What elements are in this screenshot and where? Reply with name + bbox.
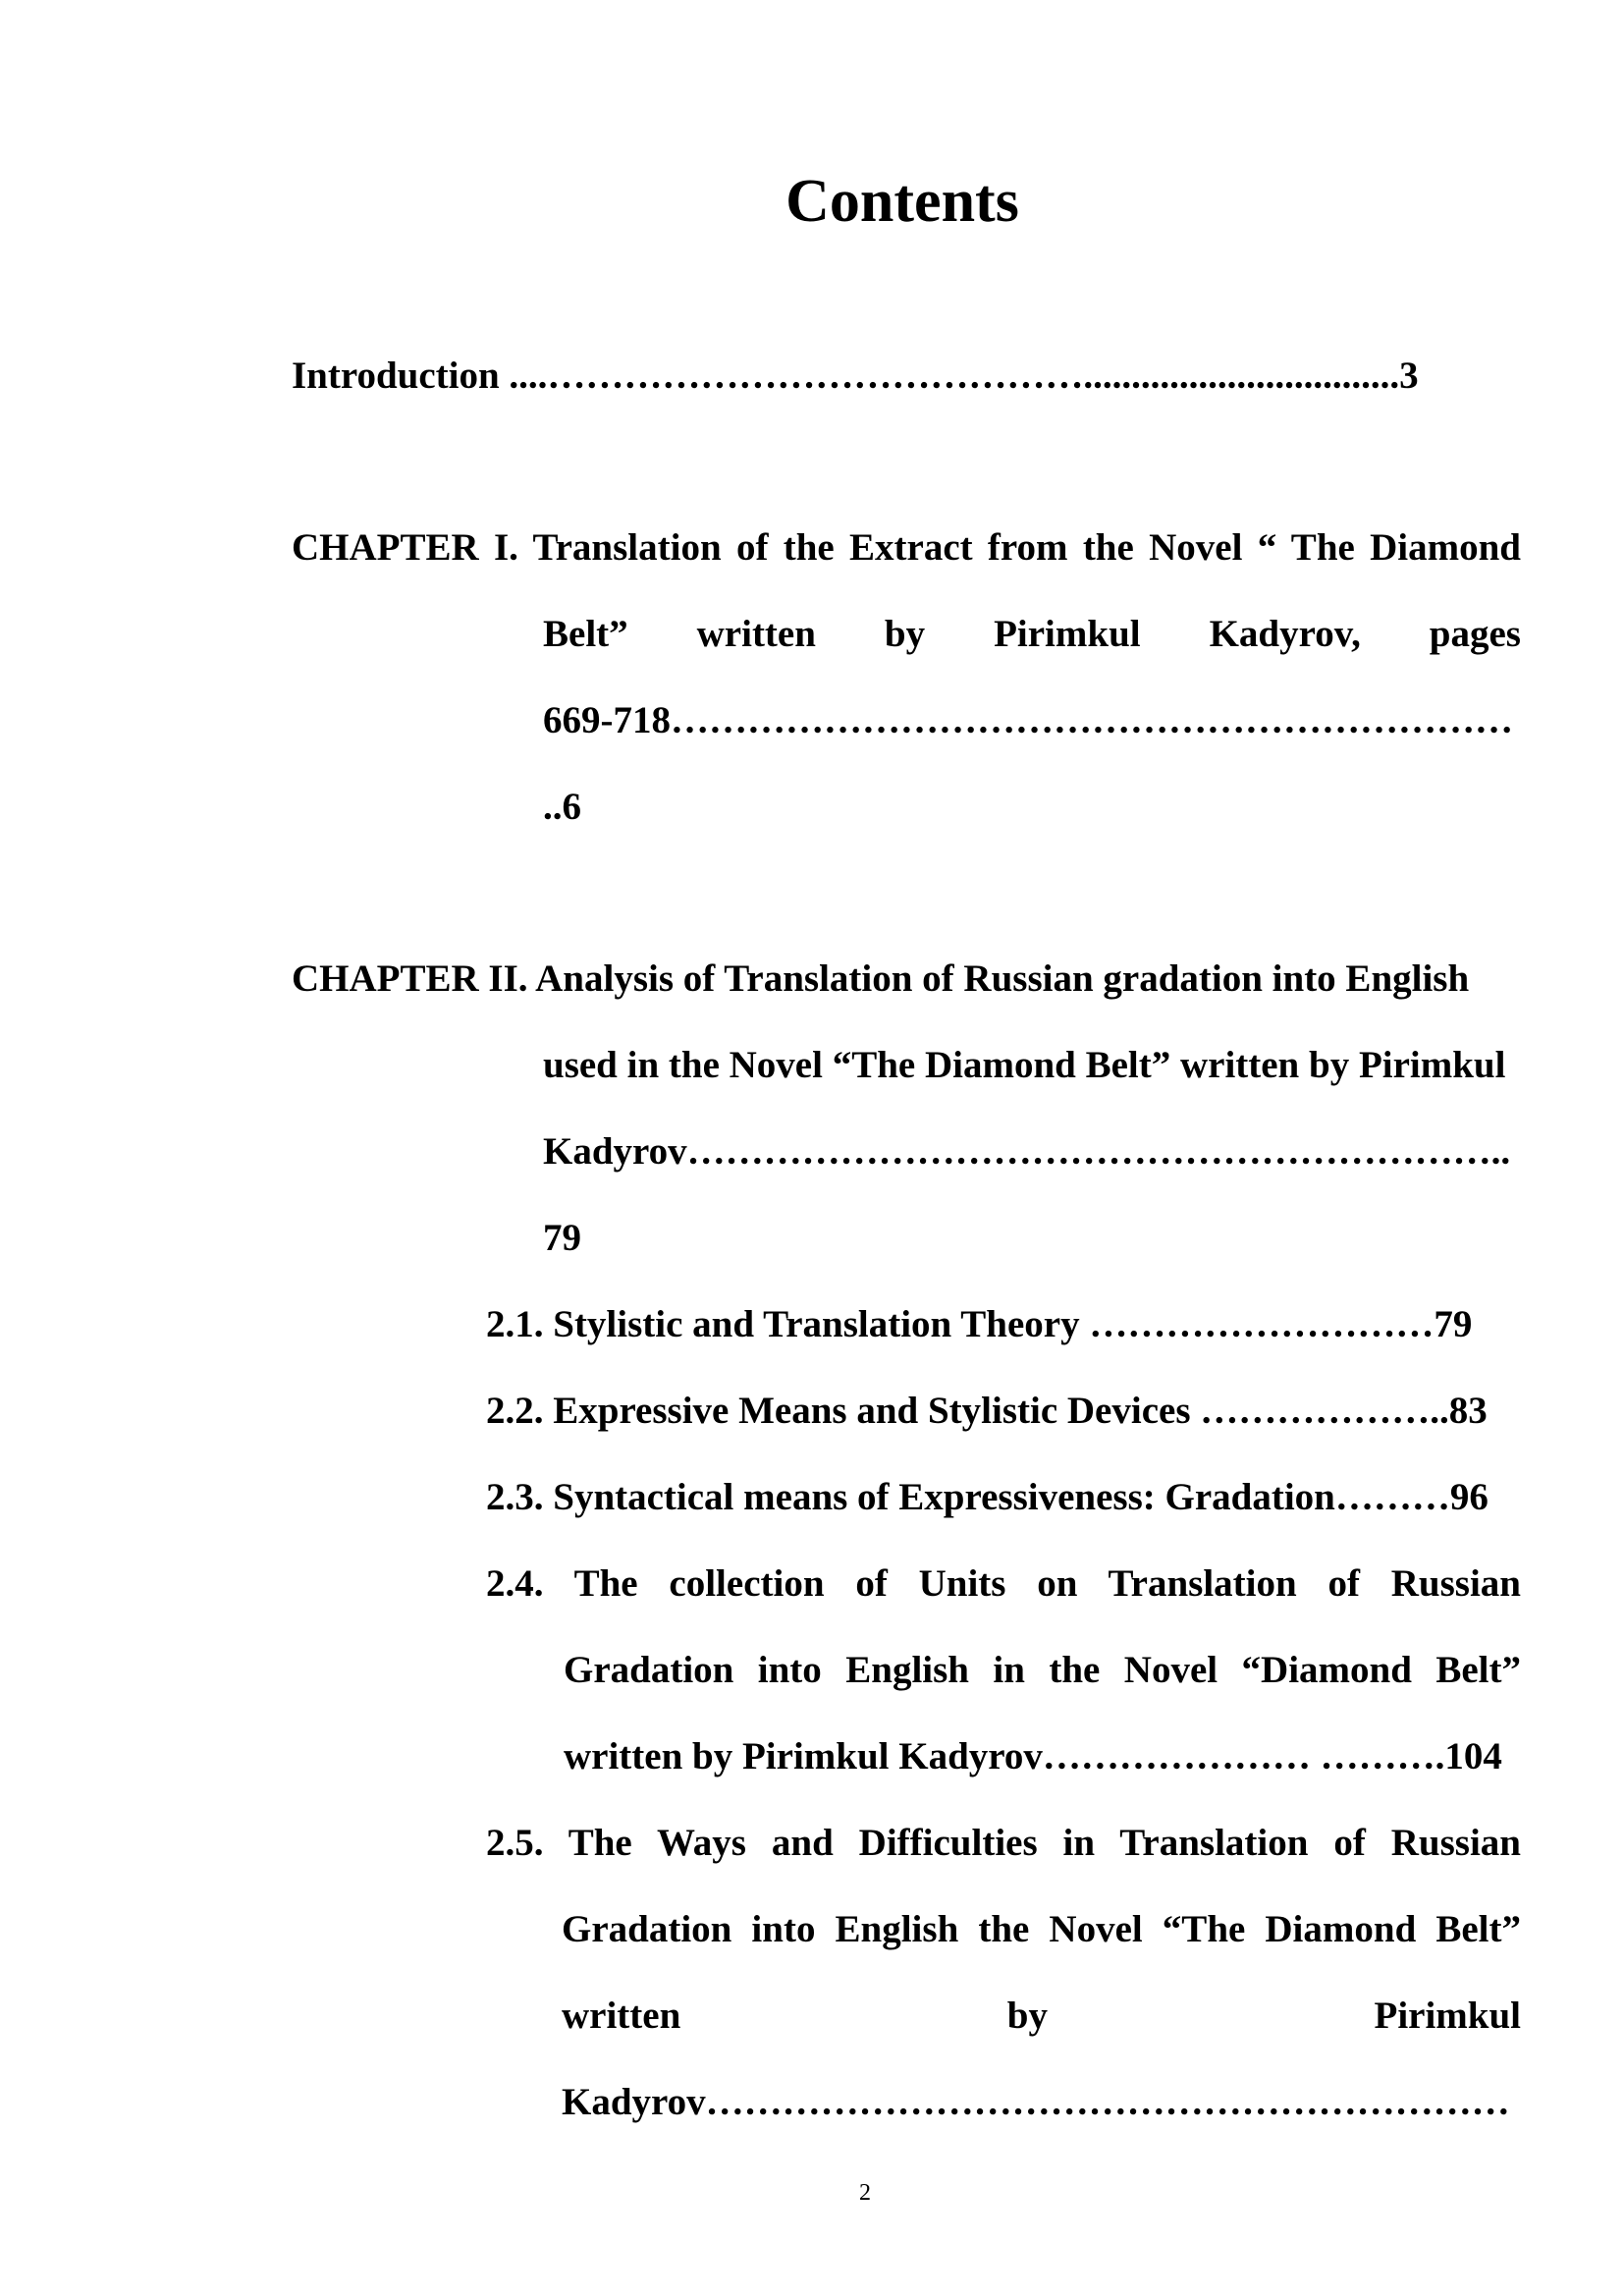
toc-chapter-1-line-1: CHAPTER I. Translation of the Extract from the Novel “ The Diamond <box>292 526 1521 569</box>
toc-section-2-4-line-1: 2.4. The collection of Units on Translation of Russian <box>486 1562 1521 1605</box>
toc-section-2-5-line-3: written by Pirimkul <box>562 1995 1521 2037</box>
toc-chapter-1-page: ..6 <box>543 786 581 828</box>
toc-section-2-5-line-1: 2.5. The Ways and Difficulties in Translation of Russian <box>486 1822 1521 1864</box>
toc-section-2-4-line-3: written by Pirimkul Kadyrov………………… ……….104 <box>564 1735 1502 1777</box>
toc-chapter-2-page: 79 <box>543 1217 581 1259</box>
toc-chapter-1-line-2: Belt” written by Pirimkul Kadyrov, pages <box>543 613 1521 655</box>
toc-section-2-4-line-2: Gradation into English in the Novel “Diamond Belt” <box>564 1649 1521 1691</box>
toc-chapter-2-line-3: Kadyrov……………………………………………………….. <box>543 1130 1511 1173</box>
toc-section-2-5-line-2: Gradation into English the Novel “The Diamond Belt” <box>562 1908 1521 1950</box>
toc-section-2-3: 2.3. Syntactical means of Expressiveness: Gradation………96 <box>486 1476 1489 1518</box>
toc-section-2-1: 2.1. Stylistic and Translation Theory ………………………79 <box>486 1303 1473 1345</box>
toc-chapter-2-line-2: used in the Novel “The Diamond Belt” written by Pirimkul <box>543 1044 1506 1086</box>
toc-introduction: Introduction ....…………………………………….................................3 <box>292 355 1419 397</box>
page-title: Contents <box>785 168 1019 235</box>
toc-chapter-1-line-3: 669-718………………………………………………………… <box>543 699 1513 741</box>
toc-section-2-2: 2.2. Expressive Means and Stylistic Devices ………………..83 <box>486 1390 1488 1432</box>
toc-chapter-2-line-1: CHAPTER II. Analysis of Translation of Russian gradation into English <box>292 957 1470 1000</box>
toc-section-2-5-line-4: Kadyrov……………………………………………………… <box>562 2081 1510 2123</box>
page-number: 2 <box>859 2180 871 2206</box>
